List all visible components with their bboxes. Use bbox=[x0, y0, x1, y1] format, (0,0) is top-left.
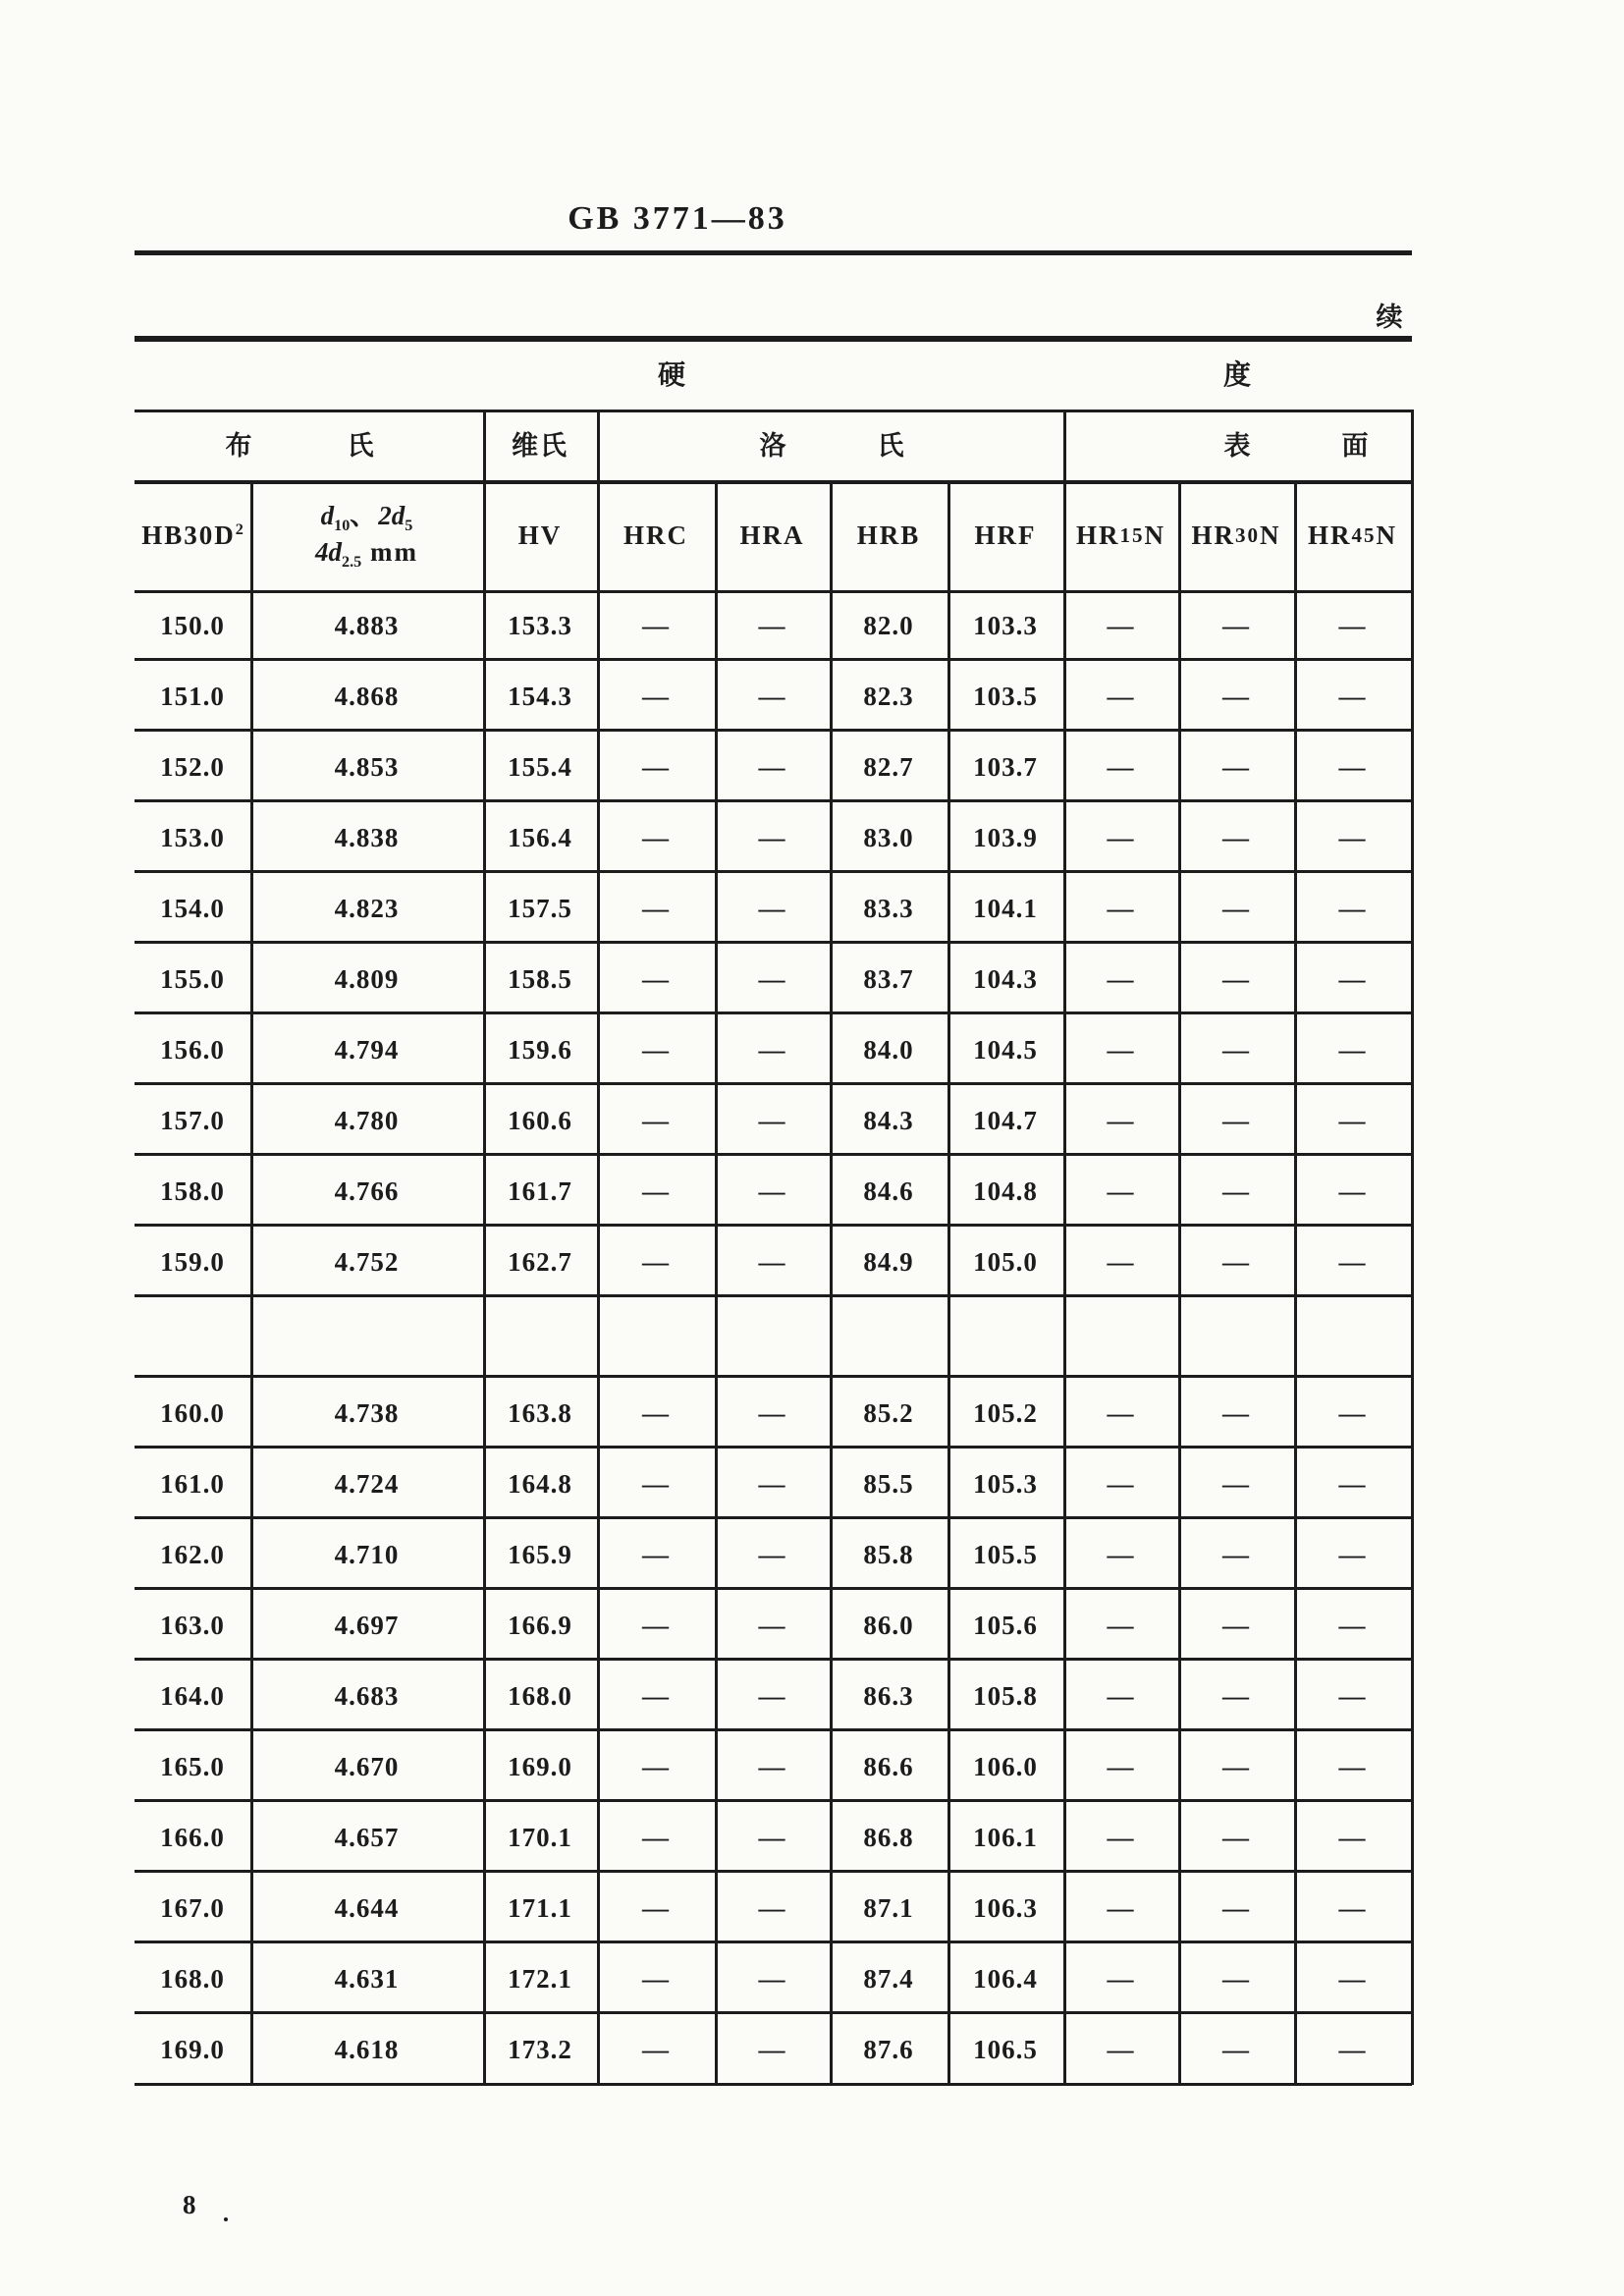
table-cell-HR30N: — bbox=[1222, 964, 1250, 994]
table-cell-HR45N: — bbox=[1338, 1398, 1367, 1428]
table-cell-HV: 156.4 bbox=[508, 823, 572, 852]
table-cell-HR15N: — bbox=[1107, 894, 1135, 923]
table-cell-HR30N: — bbox=[1222, 1823, 1250, 1852]
table-cell-HRF: 106.5 bbox=[973, 2035, 1038, 2064]
table-cell-HB30D2: 165.0 bbox=[160, 1752, 225, 1781]
table-cell-d10-2d5-4d2.5-mm: 4.752 bbox=[334, 1247, 400, 1277]
table-cell-HR45N: — bbox=[1338, 1681, 1367, 1711]
table-cell-d10-2d5-4d2.5-mm: 4.683 bbox=[334, 1681, 400, 1711]
column-header-HRA: HRA bbox=[739, 519, 805, 550]
table-cell-HV: 164.8 bbox=[508, 1469, 572, 1499]
table-cell-HV: 173.2 bbox=[508, 2035, 572, 2064]
table-cell-HRA: — bbox=[758, 1035, 786, 1065]
table-cell-HRF: 103.7 bbox=[973, 752, 1038, 782]
table-cell-HRC: — bbox=[642, 682, 670, 711]
group-surface-char-2: 面 bbox=[1341, 431, 1369, 461]
table-cell-HRF: 105.8 bbox=[973, 1681, 1038, 1711]
table-cell-d10-2d5-4d2.5-mm: 4.780 bbox=[334, 1106, 400, 1135]
table-cell-HRB: 87.4 bbox=[863, 1964, 914, 1994]
table-cell-HRF: 105.2 bbox=[973, 1398, 1038, 1428]
table-cell-HR15N: — bbox=[1107, 1398, 1135, 1428]
table-cell-HRF: 105.6 bbox=[973, 1611, 1038, 1640]
table-cell-HR15N: — bbox=[1107, 1681, 1135, 1711]
table-cell-HRB: 82.0 bbox=[863, 611, 914, 640]
table-cell-HR15N: — bbox=[1107, 1540, 1135, 1569]
table-cell-HRF: 106.1 bbox=[973, 1823, 1038, 1852]
table-cell-HV: 159.6 bbox=[508, 1035, 572, 1065]
table-cell-HR30N: — bbox=[1222, 1681, 1250, 1711]
table-cell-HR15N: — bbox=[1107, 1106, 1135, 1135]
table-cell-HRB: 85.5 bbox=[863, 1469, 914, 1499]
table-cell-HB30D2: 169.0 bbox=[160, 2035, 225, 2064]
group-rockwell-char-1: 洛 bbox=[759, 431, 786, 461]
table-cell-HB30D2: 157.0 bbox=[160, 1106, 225, 1135]
column-header-d10-2d5-4d2.5-mm: $d_{10}$、$2d_5$ $4d_{2.5}$ mm bbox=[315, 501, 418, 571]
table-cell-HR15N: — bbox=[1107, 1035, 1135, 1065]
table-cell-HR15N: — bbox=[1107, 823, 1135, 852]
table-cell-HR15N: — bbox=[1107, 611, 1135, 640]
table-cell-HRA: — bbox=[758, 1398, 786, 1428]
table-cell-HRA: — bbox=[758, 611, 786, 640]
table-cell-HRC: — bbox=[642, 1398, 670, 1428]
column-header-HV: HV bbox=[517, 519, 563, 550]
column-header-HR45N: HR45N bbox=[1307, 519, 1398, 550]
table-cell-HRA: — bbox=[758, 894, 786, 923]
continued-label: 续 bbox=[1376, 302, 1403, 332]
table-cell-HR45N: — bbox=[1338, 1247, 1367, 1277]
table-cell-HV: 158.5 bbox=[508, 964, 572, 994]
table-cell-HB30D2: 166.0 bbox=[160, 1823, 225, 1852]
table-cell-HV: 160.6 bbox=[508, 1106, 572, 1135]
table-cell-HV: 168.0 bbox=[508, 1681, 572, 1711]
table-cell-HR45N: — bbox=[1338, 1611, 1367, 1640]
table-cell-HR30N: — bbox=[1222, 1611, 1250, 1640]
table-cell-d10-2d5-4d2.5-mm: 4.644 bbox=[334, 1893, 400, 1923]
table-cell-HB30D2: 167.0 bbox=[160, 1893, 225, 1923]
table-cell-HRB: 86.0 bbox=[863, 1611, 914, 1640]
table-cell-HB30D2: 153.0 bbox=[160, 823, 225, 852]
table-cell-HRB: 83.0 bbox=[863, 823, 914, 852]
table-cell-HR15N: — bbox=[1107, 1964, 1135, 1994]
table-cell-HV: 166.9 bbox=[508, 1611, 572, 1640]
group-surface-char-1: 表 bbox=[1223, 431, 1251, 461]
table-cell-HV: 153.3 bbox=[508, 611, 572, 640]
span-header-left-char: 硬 bbox=[657, 360, 685, 391]
table-cell-HR30N: — bbox=[1222, 1176, 1250, 1206]
table-cell-HRA: — bbox=[758, 1106, 786, 1135]
table-cell-HV: 161.7 bbox=[508, 1176, 572, 1206]
column-header-HRC: HRC bbox=[623, 519, 688, 550]
table-cell-HRC: — bbox=[642, 611, 670, 640]
table-cell-HRF: 104.8 bbox=[973, 1176, 1038, 1206]
table-cell-HRA: — bbox=[758, 752, 786, 782]
table-cell-HRC: — bbox=[642, 1964, 670, 1994]
table-cell-HRF: 104.3 bbox=[973, 964, 1038, 994]
table-cell-d10-2d5-4d2.5-mm: 4.631 bbox=[334, 1964, 400, 1994]
table-cell-HR45N: — bbox=[1338, 752, 1367, 782]
table-cell-HV: 157.5 bbox=[508, 894, 572, 923]
table-cell-HR30N: — bbox=[1222, 1893, 1250, 1923]
table-cell-HR30N: — bbox=[1222, 1247, 1250, 1277]
table-cell-HRC: — bbox=[642, 823, 670, 852]
table-cell-HRC: — bbox=[642, 1176, 670, 1206]
column-header-HRB: HRB bbox=[856, 519, 921, 550]
standard-code: GB 3771—83 bbox=[568, 200, 787, 237]
table-cell-d10-2d5-4d2.5-mm: 4.697 bbox=[334, 1611, 400, 1640]
table-cell-HV: 165.9 bbox=[508, 1540, 572, 1569]
table-cell-HR45N: — bbox=[1338, 823, 1367, 852]
table-cell-d10-2d5-4d2.5-mm: 4.883 bbox=[334, 611, 400, 640]
table-cell-HR45N: — bbox=[1338, 1540, 1367, 1569]
table-cell-HV: 169.0 bbox=[508, 1752, 572, 1781]
table-cell-d10-2d5-4d2.5-mm: 4.823 bbox=[334, 894, 400, 923]
table-cell-HR30N: — bbox=[1222, 1469, 1250, 1499]
table-cell-HR45N: — bbox=[1338, 1964, 1367, 1994]
table-cell-HR45N: — bbox=[1338, 1823, 1367, 1852]
table-cell-HRB: 86.6 bbox=[863, 1752, 914, 1781]
table-cell-HR30N: — bbox=[1222, 1398, 1250, 1428]
table-cell-HRF: 103.3 bbox=[973, 611, 1038, 640]
table-cell-HB30D2: 155.0 bbox=[160, 964, 225, 994]
table-cell-HRF: 105.3 bbox=[973, 1469, 1038, 1499]
table-cell-HRF: 103.9 bbox=[973, 823, 1038, 852]
page-number: 8 bbox=[183, 2190, 196, 2219]
table-cell-HRB: 83.3 bbox=[863, 894, 914, 923]
table-cell-HR15N: — bbox=[1107, 2035, 1135, 2064]
table-cell-HR30N: — bbox=[1222, 1540, 1250, 1569]
table-cell-HRA: — bbox=[758, 964, 786, 994]
table-cell-HR15N: — bbox=[1107, 1469, 1135, 1499]
table-cell-HR15N: — bbox=[1107, 752, 1135, 782]
table-cell-HB30D2: 152.0 bbox=[160, 752, 225, 782]
table-cell-HV: 170.1 bbox=[508, 1823, 572, 1852]
table-cell-HR45N: — bbox=[1338, 964, 1367, 994]
group-brinell-char-2: 氏 bbox=[347, 431, 374, 461]
table-cell-HB30D2: 156.0 bbox=[160, 1035, 225, 1065]
table-cell-d10-2d5-4d2.5-mm: 4.738 bbox=[334, 1398, 400, 1428]
table-cell-HRA: — bbox=[758, 823, 786, 852]
table-cell-HR45N: — bbox=[1338, 1893, 1367, 1923]
column-header-HR30N: HR30N bbox=[1191, 519, 1281, 550]
table-cell-HR30N: — bbox=[1222, 752, 1250, 782]
table-cell-HRA: — bbox=[758, 1823, 786, 1852]
span-header-right-char: 度 bbox=[1222, 360, 1251, 391]
table-cell-HB30D2: 159.0 bbox=[160, 1247, 225, 1277]
table-spacer-row bbox=[135, 1297, 1412, 1378]
table-cell-d10-2d5-4d2.5-mm: 4.853 bbox=[334, 752, 400, 782]
table-cell-HRA: — bbox=[758, 1469, 786, 1499]
table-cell-HR30N: — bbox=[1222, 823, 1250, 852]
table-cell-HRC: — bbox=[642, 1681, 670, 1711]
table-cell-HRB: 84.6 bbox=[863, 1176, 914, 1206]
table-cell-HR45N: — bbox=[1338, 2035, 1367, 2064]
table-cell-d10-2d5-4d2.5-mm: 4.710 bbox=[334, 1540, 400, 1569]
table-cell-HRC: — bbox=[642, 894, 670, 923]
table-cell-HV: 154.3 bbox=[508, 682, 572, 711]
table-cell-HRF: 105.5 bbox=[973, 1540, 1038, 1569]
table-cell-HB30D2: 151.0 bbox=[160, 682, 225, 711]
table-cell-HRB: 84.0 bbox=[863, 1035, 914, 1065]
table-cell-HR45N: — bbox=[1338, 611, 1367, 640]
table-cell-HR15N: — bbox=[1107, 964, 1135, 994]
table-cell-HRB: 84.9 bbox=[863, 1247, 914, 1277]
table-cell-HR30N: — bbox=[1222, 894, 1250, 923]
table-cell-d10-2d5-4d2.5-mm: 4.838 bbox=[334, 823, 400, 852]
table-cell-HR30N: — bbox=[1222, 1035, 1250, 1065]
table-cell-HR45N: — bbox=[1338, 894, 1367, 923]
table-cell-HRC: — bbox=[642, 1247, 670, 1277]
table-cell-HRA: — bbox=[758, 1540, 786, 1569]
table-cell-HRC: — bbox=[642, 752, 670, 782]
table-cell-HRB: 85.8 bbox=[863, 1540, 914, 1569]
table-cell-HR30N: — bbox=[1222, 1106, 1250, 1135]
table-cell-HR15N: — bbox=[1107, 1611, 1135, 1640]
table-cell-HB30D2: 161.0 bbox=[160, 1469, 225, 1499]
table-cell-d10-2d5-4d2.5-mm: 4.794 bbox=[334, 1035, 400, 1065]
table-cell-HB30D2: 160.0 bbox=[160, 1398, 225, 1428]
table-cell-HRA: — bbox=[758, 1611, 786, 1640]
table-cell-HB30D2: 150.0 bbox=[160, 611, 225, 640]
table-cell-HR30N: — bbox=[1222, 2035, 1250, 2064]
table-cell-d10-2d5-4d2.5-mm: 4.618 bbox=[334, 2035, 400, 2064]
table-cell-HRA: — bbox=[758, 1247, 786, 1277]
table-cell-HRA: — bbox=[758, 1752, 786, 1781]
table-cell-HRF: 105.0 bbox=[973, 1247, 1038, 1277]
table-cell-HRA: — bbox=[758, 2035, 786, 2064]
table-cell-d10-2d5-4d2.5-mm: 4.766 bbox=[334, 1176, 400, 1206]
table-cell-HRA: — bbox=[758, 1964, 786, 1994]
table-cell-d10-2d5-4d2.5-mm: 4.868 bbox=[334, 682, 400, 711]
table-cell-HR15N: — bbox=[1107, 1752, 1135, 1781]
table-cell-HRF: 104.5 bbox=[973, 1035, 1038, 1065]
table-cell-HR15N: — bbox=[1107, 1247, 1135, 1277]
table-top-rule bbox=[135, 336, 1412, 342]
table-cell-HRA: — bbox=[758, 1176, 786, 1206]
table-cell-HRC: — bbox=[642, 1752, 670, 1781]
table-cell-HV: 162.7 bbox=[508, 1247, 572, 1277]
column-header-HRF: HRF bbox=[974, 519, 1037, 550]
table-cell-HR30N: — bbox=[1222, 1964, 1250, 1994]
table-cell-HV: 163.8 bbox=[508, 1398, 572, 1428]
table-cell-HRC: — bbox=[642, 1823, 670, 1852]
table-cell-HR45N: — bbox=[1338, 1176, 1367, 1206]
table-cell-HB30D2: 163.0 bbox=[160, 1611, 225, 1640]
table-cell-HRC: — bbox=[642, 1469, 670, 1499]
table-cell-HR30N: — bbox=[1222, 611, 1250, 640]
group-vickers-label: 维氏 bbox=[512, 431, 568, 461]
table-cell-HRF: 106.3 bbox=[973, 1893, 1038, 1923]
table-cell-HRC: — bbox=[642, 964, 670, 994]
table-cell-HR45N: — bbox=[1338, 1035, 1367, 1065]
table-cell-HRC: — bbox=[642, 2035, 670, 2064]
table-cell-HR15N: — bbox=[1107, 1893, 1135, 1923]
table-cell-HV: 155.4 bbox=[508, 752, 572, 782]
table-cell-HR45N: — bbox=[1338, 682, 1367, 711]
table-cell-HB30D2: 162.0 bbox=[160, 1540, 225, 1569]
scan-speck bbox=[224, 2217, 228, 2221]
table-cell-HRB: 86.3 bbox=[863, 1681, 914, 1711]
table-cell-HRA: — bbox=[758, 1893, 786, 1923]
table-cell-HB30D2: 164.0 bbox=[160, 1681, 225, 1711]
table-cell-HRB: 84.3 bbox=[863, 1106, 914, 1135]
table-cell-d10-2d5-4d2.5-mm: 4.724 bbox=[334, 1469, 400, 1499]
table-cell-HRF: 104.7 bbox=[973, 1106, 1038, 1135]
table-cell-HRC: — bbox=[642, 1035, 670, 1065]
table-bottom-rule bbox=[135, 2083, 1412, 2086]
table-cell-HR30N: — bbox=[1222, 1752, 1250, 1781]
table-cell-HR15N: — bbox=[1107, 1176, 1135, 1206]
title-rule bbox=[135, 250, 1412, 255]
table-cell-HRA: — bbox=[758, 682, 786, 711]
table-cell-HRB: 82.3 bbox=[863, 682, 914, 711]
table-cell-HR45N: — bbox=[1338, 1469, 1367, 1499]
table-cell-HB30D2: 154.0 bbox=[160, 894, 225, 923]
table-cell-HR15N: — bbox=[1107, 1823, 1135, 1852]
table-cell-HRC: — bbox=[642, 1893, 670, 1923]
table-cell-HRB: 86.8 bbox=[863, 1823, 914, 1852]
table-cell-HB30D2: 168.0 bbox=[160, 1964, 225, 1994]
table-cell-HRB: 87.1 bbox=[863, 1893, 914, 1923]
table-cell-d10-2d5-4d2.5-mm: 4.809 bbox=[334, 964, 400, 994]
table-cell-HRF: 104.1 bbox=[973, 894, 1038, 923]
table-cell-HRB: 85.2 bbox=[863, 1398, 914, 1428]
table-cell-d10-2d5-4d2.5-mm: 4.670 bbox=[334, 1752, 400, 1781]
table-cell-HV: 171.1 bbox=[508, 1893, 572, 1923]
table-cell-HR30N: — bbox=[1222, 682, 1250, 711]
table-cell-HRF: 106.4 bbox=[973, 1964, 1038, 1994]
span-header-bottom-rule bbox=[135, 410, 1412, 412]
group-rockwell-char-2: 氏 bbox=[877, 431, 904, 461]
table-cell-HR15N: — bbox=[1107, 682, 1135, 711]
table-cell-HR45N: — bbox=[1338, 1752, 1367, 1781]
table-cell-HR45N: — bbox=[1338, 1106, 1367, 1135]
table-cell-HRC: — bbox=[642, 1106, 670, 1135]
table-cell-HB30D2: 158.0 bbox=[160, 1176, 225, 1206]
table-cell-HRC: — bbox=[642, 1611, 670, 1640]
column-header-HB30D2: $HB30D^2$ bbox=[141, 519, 244, 550]
table-cell-HV: 172.1 bbox=[508, 1964, 572, 1994]
column-header-HR15N: HR15N bbox=[1075, 519, 1166, 550]
table-cell-HRB: 82.7 bbox=[863, 752, 914, 782]
table-cell-HRB: 83.7 bbox=[863, 964, 914, 994]
table-cell-HRC: — bbox=[642, 1540, 670, 1569]
table-cell-d10-2d5-4d2.5-mm: 4.657 bbox=[334, 1823, 400, 1852]
table-cell-HRB: 87.6 bbox=[863, 2035, 914, 2064]
group-brinell-char-1: 布 bbox=[225, 431, 252, 461]
table-cell-HRA: — bbox=[758, 1681, 786, 1711]
table-cell-HRF: 103.5 bbox=[973, 682, 1038, 711]
table-cell-HRF: 106.0 bbox=[973, 1752, 1038, 1781]
